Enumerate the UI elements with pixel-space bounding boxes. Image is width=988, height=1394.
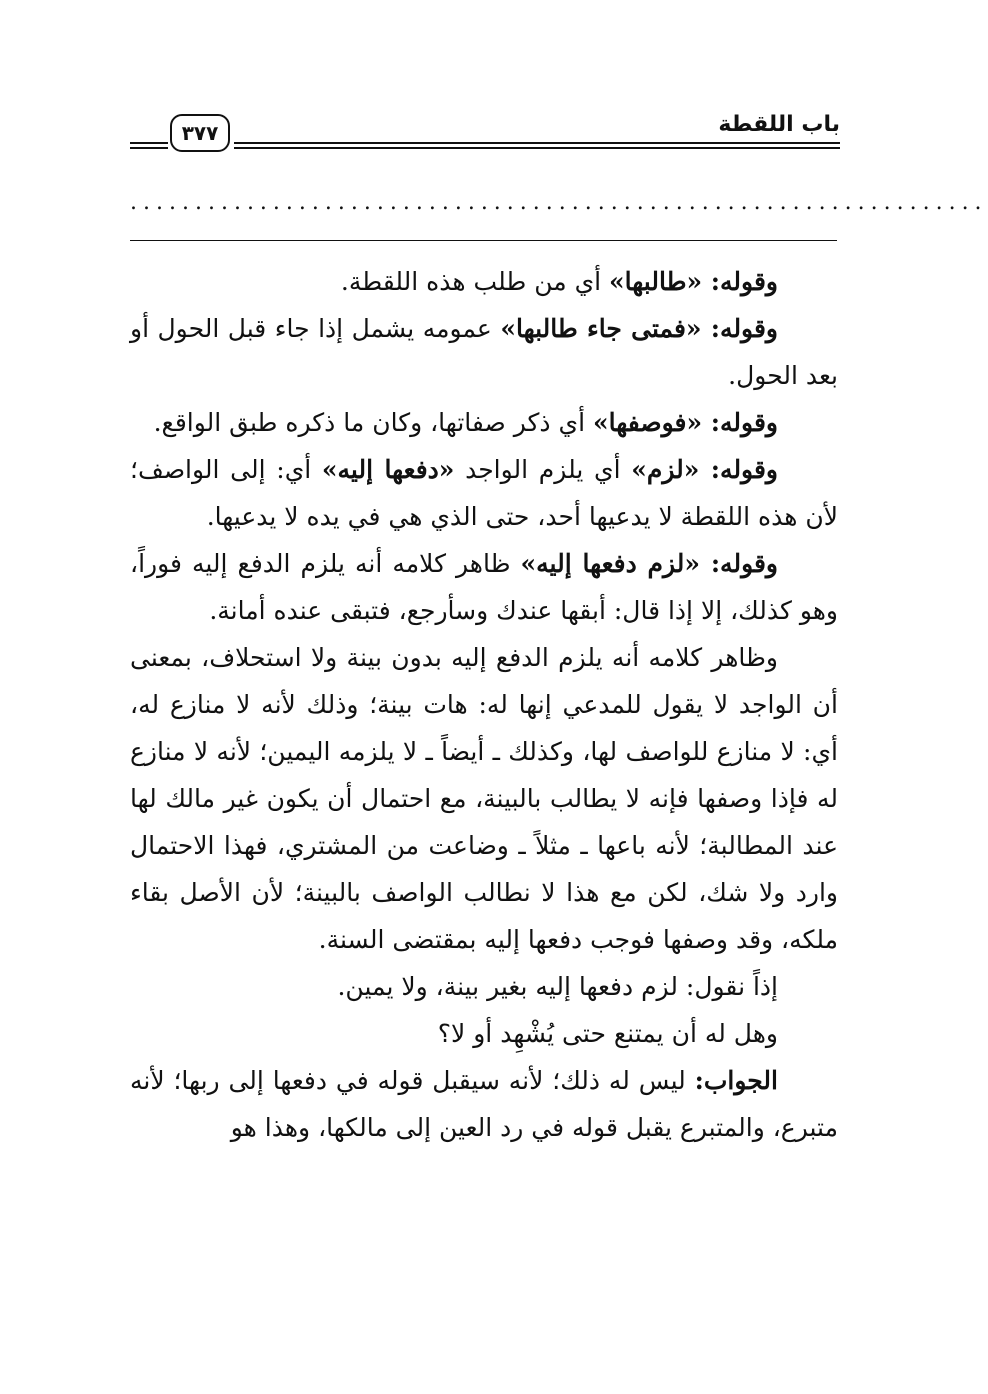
paragraph-5 [130, 540, 838, 634]
body-text [130, 258, 838, 1151]
paragraph-text: أي: إلى الواصف؛ لأن هذه اللقطة لا يدعيها أحد، حتى الذي هي في يده لا يدعيها. [130, 455, 838, 531]
quote-label: وقوله: «فوصفها» [592, 408, 778, 437]
header-rule-right [234, 142, 840, 149]
paragraph-text: أي من طلب هذه اللقطة. [340, 267, 610, 296]
paragraph-text: ليس له ذلك؛ لأنه سيقبل قوله في دفعها إلى ربها؛ لأنه متبرع، والمتبرع يقبل قوله في رد العين إلى مالكها، وهذا هو [130, 1066, 838, 1142]
paragraph-9 [130, 1057, 838, 1151]
dotted-separator: .................................................................. [130, 190, 988, 215]
page-header [130, 108, 840, 158]
footnote-separator-line [130, 240, 837, 241]
paragraph-6: وظاهر كلامه أنه يلزم الدفع إليه بدون بينة ولا استحلاف، بمعنى أن الواجد لا يقول للمدعي إنها له: هات بينة؛ وذلك لأنه لا منازع له، أي: لا منازع للواصف لها، وكذلك ـ أيضاً ـ لا يلزمه اليمين؛ لأنه لا منازع له فإذا وصفها فإنه لا يطالب بالبينة، مع احتمال أن يكون غير مالك لها عند المطالبة؛ لأنه باعها ـ مثلاً ـ وضاعت من المشتري، فهذا الاحتمال وارد ولا شك، لكن مع هذا لا نطالب الواصف بالبينة؛ لأن الأصل بقاء ملكه، وقد وصفها فوجب دفعها إليه بمقتضى السنة. [130, 643, 838, 954]
page-number: ٣٧٧ [170, 114, 230, 152]
paragraph-4 [130, 446, 838, 540]
header-rule-left [130, 142, 168, 149]
paragraph-text: ظاهر كلامه أنه يلزم الدفع إليه فوراً، وهو كذلك، إلا إذا قال: أبقها عندك وسأرجع، فتبقى عنده أمانة. [130, 549, 838, 625]
paragraph-2 [130, 305, 838, 399]
quote-label: «دفعها إليه» [321, 455, 455, 484]
running-title: باب اللقطة [718, 112, 840, 137]
quote-label: وقوله: «لزم دفعها إليه» [520, 549, 779, 578]
paragraph-7: إذاً نقول: لزم دفعها إليه بغير بينة، ولا يمين. [337, 972, 778, 1001]
paragraph-1 [130, 258, 838, 305]
paragraph-text: أي ذكر صفاتها، وكان ما ذكره طبق الواقع. [153, 408, 593, 437]
answer-label: الجواب: [694, 1066, 778, 1095]
quote-label: وقوله: «طالبها» [609, 267, 778, 296]
paragraph-3 [130, 399, 838, 446]
paragraph-text: عمومه يشمل إذا جاء قبل الحول أو بعد الحول. [130, 314, 838, 390]
quote-label: وقوله: «فمتى جاء طالبها» [500, 314, 778, 343]
quote-label: وقوله: «لزم» [631, 455, 778, 484]
paragraph-8: وهل له أن يمتنع حتى يُشْهِد أو لا؟ [437, 1019, 778, 1048]
paragraph-text: أي يلزم الواجد [454, 455, 632, 484]
